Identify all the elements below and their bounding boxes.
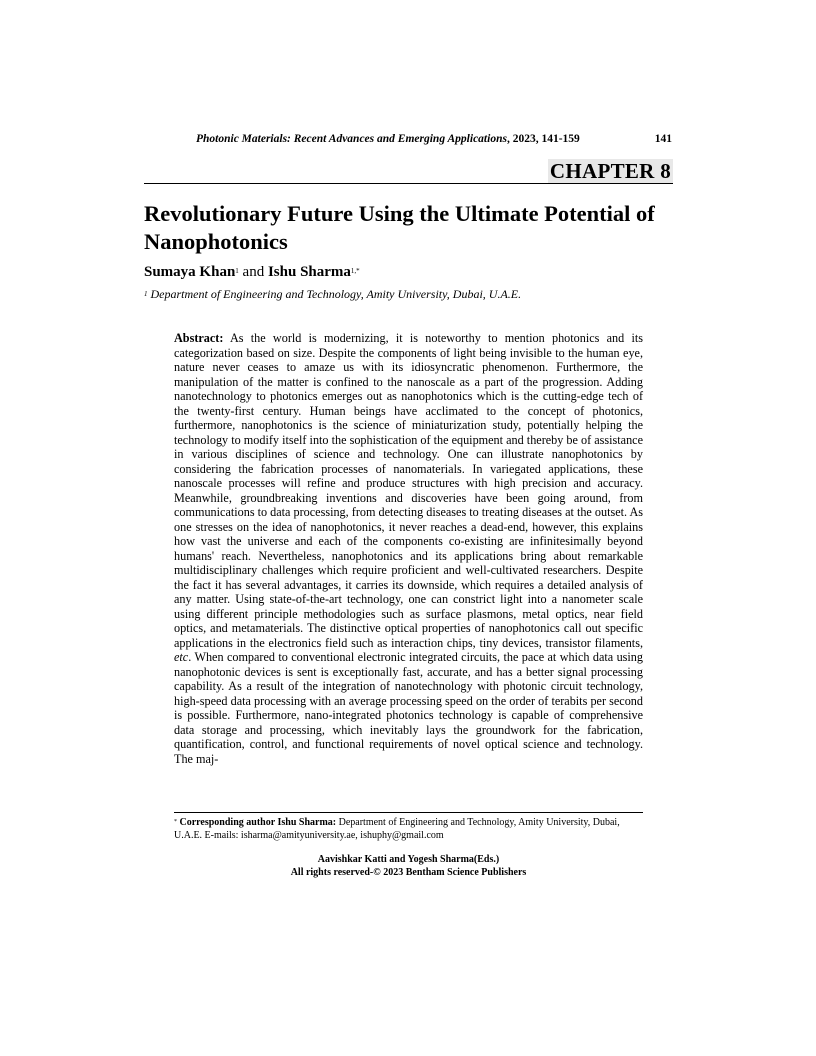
abstract-text: . When compared to conventional electronic integrated circuits, the pace at which data using nanophotonic devices is sent is exceptionally fast, accurate, and has a better signal processing capability. As a result of the integration of nanotechnology with photonic circuit technology, high-speed data processing with an average processing speed on the order of terabits per second is possible. Furthermore, nano-integrated photonics technology is capable of comprehensive data storage and processing, which inevitably lays the groundwork for the fabrication, quantification, control, and functional requirements of novel optical science and technology. The maj-	[174, 650, 643, 766]
footnote-divider	[174, 812, 643, 813]
affiliation	[144, 286, 521, 302]
abstract-text-italic: etc	[174, 650, 189, 664]
author-affiliation-marker: 1,*	[350, 267, 360, 275]
footnote-label: Corresponding author Ishu Sharma:	[177, 817, 337, 828]
journal-year-pages: , 2023, 141-159	[506, 133, 580, 145]
running-head	[196, 133, 672, 149]
page-number: 141	[654, 133, 672, 145]
article-title: Revolutionary Future Using the Ultimate Potential of Nanophotonics	[144, 201, 655, 254]
author-name: Ishu Sharma	[267, 264, 351, 280]
affiliation-marker: 1	[144, 290, 148, 298]
footnote-marker: *	[174, 819, 177, 825]
abstract	[174, 331, 643, 766]
author-line	[144, 263, 360, 281]
author-name: Sumaya Khan	[144, 264, 236, 280]
footnote-text: Department of Engineering and Technology, Amity University, Dubai, U.A.E. E-mails: isharma@amityuniversity.ae, ishuphy@gmail.com	[174, 817, 620, 841]
author-affiliation-marker: 1	[235, 267, 239, 275]
affiliation-text: Department of Engineering and Technology, Amity University, Dubai, U.A.E.	[147, 287, 522, 301]
journal-title: Photonic Materials: Recent Advances and Emerging Applications	[196, 133, 507, 145]
abstract-label: Abstract:	[174, 331, 224, 345]
chapter-divider	[144, 183, 673, 184]
editors-block	[174, 853, 643, 879]
copyright-line: All rights reserved-© 2023 Bentham Science Publishers	[290, 867, 527, 878]
abstract-text: As the world is modernizing, it is noteworthy to mention photonics and its categorization based on size. Despite the components of light being invisible to the human eye, nature never ceases to amaze us with its idiosyncratic phenomenon. Furthermore, the manipulation of the matter is confined to the nanoscale as a part of the progression. Adding nanotechnology to photonics emerges out as nanophotonics which is the cutting-edge tech of the twenty-first century. Human beings have acclimated to the concept of photonics, furthermore, nanophotonics is the science of miniaturization study, potentially helping the technology to modify itself into the sophistication of the equipment and thereby be of assistance in various disciplines of science and technology. One can illustrate nanophotonics by considering the fabrication processes of nanomaterials. In variegated applications, these nanoscale processes will refine and produce structures with high precision and accuracy. Meanwhile, groundbreaking inventions and discoveries have been going around, from communications to data processing, from detecting diseases to treating diseases at the outset. As one stresses on the idea of nanophotonics, it never reaches a dead-end, however, this explains how vast the universe and each of the components co-existing are infinitesimally beyond humans' reach. Nevertheless, nanophotonics and its applications bring about remarkable multidisciplinary challenges which require proficient and well-cultivated researchers. Despite the fact it has several advantages, it carries its downside, which requires a detailed analysis of any matter. Using state-of-the-art technology, one can constrict light into a nanometer scale using different principle methodologies such as surface plasmons, metal optics, near field optics, and metamaterials. The distinctive optical properties of nanophotonics call out specific applications in the electronics field such as interaction chips, tiny devices, transistor filaments,	[174, 331, 643, 650]
chapter-label: CHAPTER 8	[549, 159, 671, 183]
editors-line: Aavishkar Katti and Yogesh Sharma(Eds.)	[317, 854, 500, 865]
author-conjunction: and	[238, 264, 268, 280]
corresponding-author-footnote	[174, 816, 643, 842]
